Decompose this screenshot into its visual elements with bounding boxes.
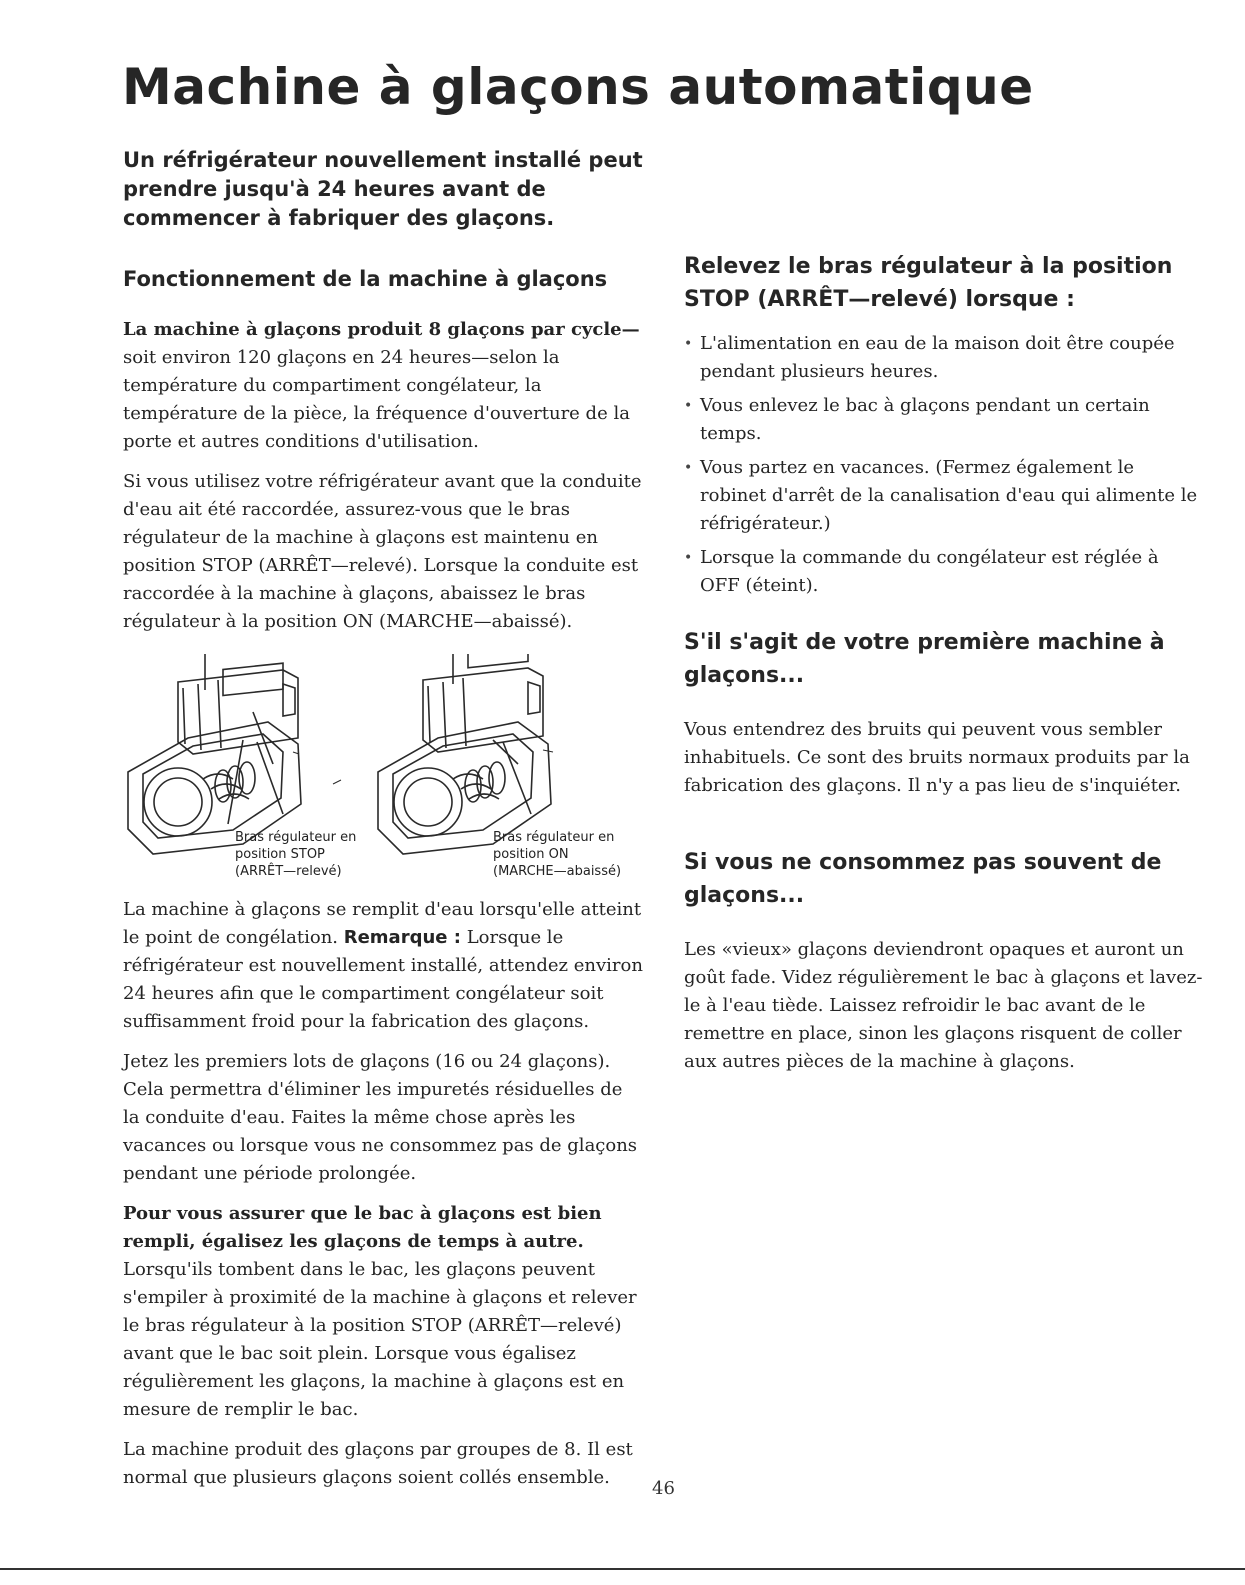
bullet-icon: • xyxy=(684,336,693,352)
intro-text: Un réfrigérateur nouvellement installé peut prendre jusqu'à 24 heures avant de commencer à fabriquer des glaçons. xyxy=(123,148,643,230)
section-heading-first-machine: S'il s'agit de votre première machine à glaçons... xyxy=(684,630,1165,688)
paragraph-discard: Jetez les premiers lots de glaçons (16 ou 24 glaçons). Cela permettra d'éliminer les impuretés résiduelles de la conduite d'eau. Faites la même chose après les vacances ou lorsque vous ne consommez pas de glaçons pendant une période prolongée. xyxy=(123,1051,638,1184)
paragraph-groups: La machine produit des glaçons par groupes de 8. Il est normal que plusieurs glaçons soient collés ensemble. xyxy=(123,1439,633,1488)
bullet-icon: • xyxy=(684,460,693,476)
section-heading-rare-use: Si vous ne consommez pas souvent de glaçons... xyxy=(684,850,1162,908)
left-column xyxy=(123,264,643,1492)
list-item: • Lorsque la commande du congélateur est réglée à OFF (éteint). xyxy=(684,544,1204,600)
paragraph-level-body: Lorsqu'ils tombent dans le bac, les glaçons peuvent s'empiler à proximité de la machine à glaçons et relever le bras régulateur à la position STOP (ARRÊT—relevé) avant que le bac soit plein. Lorsque vous égalisez régulièrement les glaçons, la machine à glaçons est en mesure de remplir le bac. xyxy=(123,1259,637,1420)
paragraph-water-line: Si vous utilisez votre réfrigérateur avant que la conduite d'eau ait été raccordée, assurez-vous que le bras régulateur de la machine à glaçons est maintenu en position STOP (ARRÊT—relevé). Lorsque la conduite est raccordée à la machine à glaçons, abaissez le bras régulateur à la position ON (MARCHE—abaissé). xyxy=(123,471,642,632)
paragraph-lead: La machine à glaçons produit 8 glaçons par cycle— xyxy=(123,319,640,340)
stop-conditions-list xyxy=(684,330,1204,600)
ice-maker-illustration xyxy=(123,654,643,894)
list-item: • Vous partez en vacances. (Fermez également le robinet d'arrêt de la canalisation d'eau qui alimente le réfrigérateur.) xyxy=(684,454,1204,538)
caption-on-position: Bras régulateur en position ON (MARCHE—abaissé) xyxy=(493,830,622,879)
section-heading-operation: Fonctionnement de la machine à glaçons xyxy=(123,267,608,291)
bottom-rule xyxy=(0,1568,1245,1570)
right-column xyxy=(684,250,1204,1076)
caption-stop-position: Bras régulateur en position STOP (ARRÊT—relevé) xyxy=(235,830,357,879)
list-item: • L'alimentation en eau de la maison doit être coupée pendant plusieurs heures. xyxy=(684,330,1204,386)
bullet-icon: • xyxy=(684,550,693,566)
paragraph-level-lead: Pour vous assurer que le bac à glaçons est bien rempli, égalisez les glaçons de temps à autre. xyxy=(123,1203,602,1252)
paragraph-fill: La machine à glaçons se remplit d'eau lorsqu'elle atteint le point de congélation. Remarque : Lorsque le réfrigérateur est nouvellement installé, attendez environ 24 heures afin que le compartiment congélateur soit suffisamment froid pour la fabrication des glaçons. xyxy=(123,899,643,1032)
list-item: • Vous enlevez le bac à glaçons pendant un certain temps. xyxy=(684,392,1204,448)
bullet-icon: • xyxy=(684,398,693,414)
page-number: 46 xyxy=(652,1478,675,1499)
paragraph-body: soit environ 120 glaçons en 24 heures—selon la température du compartiment congélateur, la température de la pièce, la fréquence d'ouverture de la porte et autres conditions d'utilisation. xyxy=(123,347,630,452)
page-title: Machine à glaçons automatique xyxy=(122,58,1034,116)
paragraph-old-ice: Les «vieux» glaçons deviendront opaques et auront un goût fade. Videz régulièrement le bac à glaçons et lavez-le à l'eau tiède. Laissez refroidir le bac avant de le remettre en place, sinon les glaçons risquent de coller aux autres pièces de la machine à glaçons. xyxy=(684,939,1203,1072)
paragraph-production xyxy=(123,316,643,456)
remark-label: Remarque : xyxy=(343,927,461,948)
paragraph-noises: Vous entendrez des bruits qui peuvent vous sembler inhabituels. Ce sont des bruits normaux produits par la fabrication des glaçons. Il n'y a pas lieu de s'inquiéter. xyxy=(684,719,1190,796)
section-heading-stop: Relevez le bras régulateur à la position STOP (ARRÊT—relevé) lorsque : xyxy=(684,254,1173,312)
